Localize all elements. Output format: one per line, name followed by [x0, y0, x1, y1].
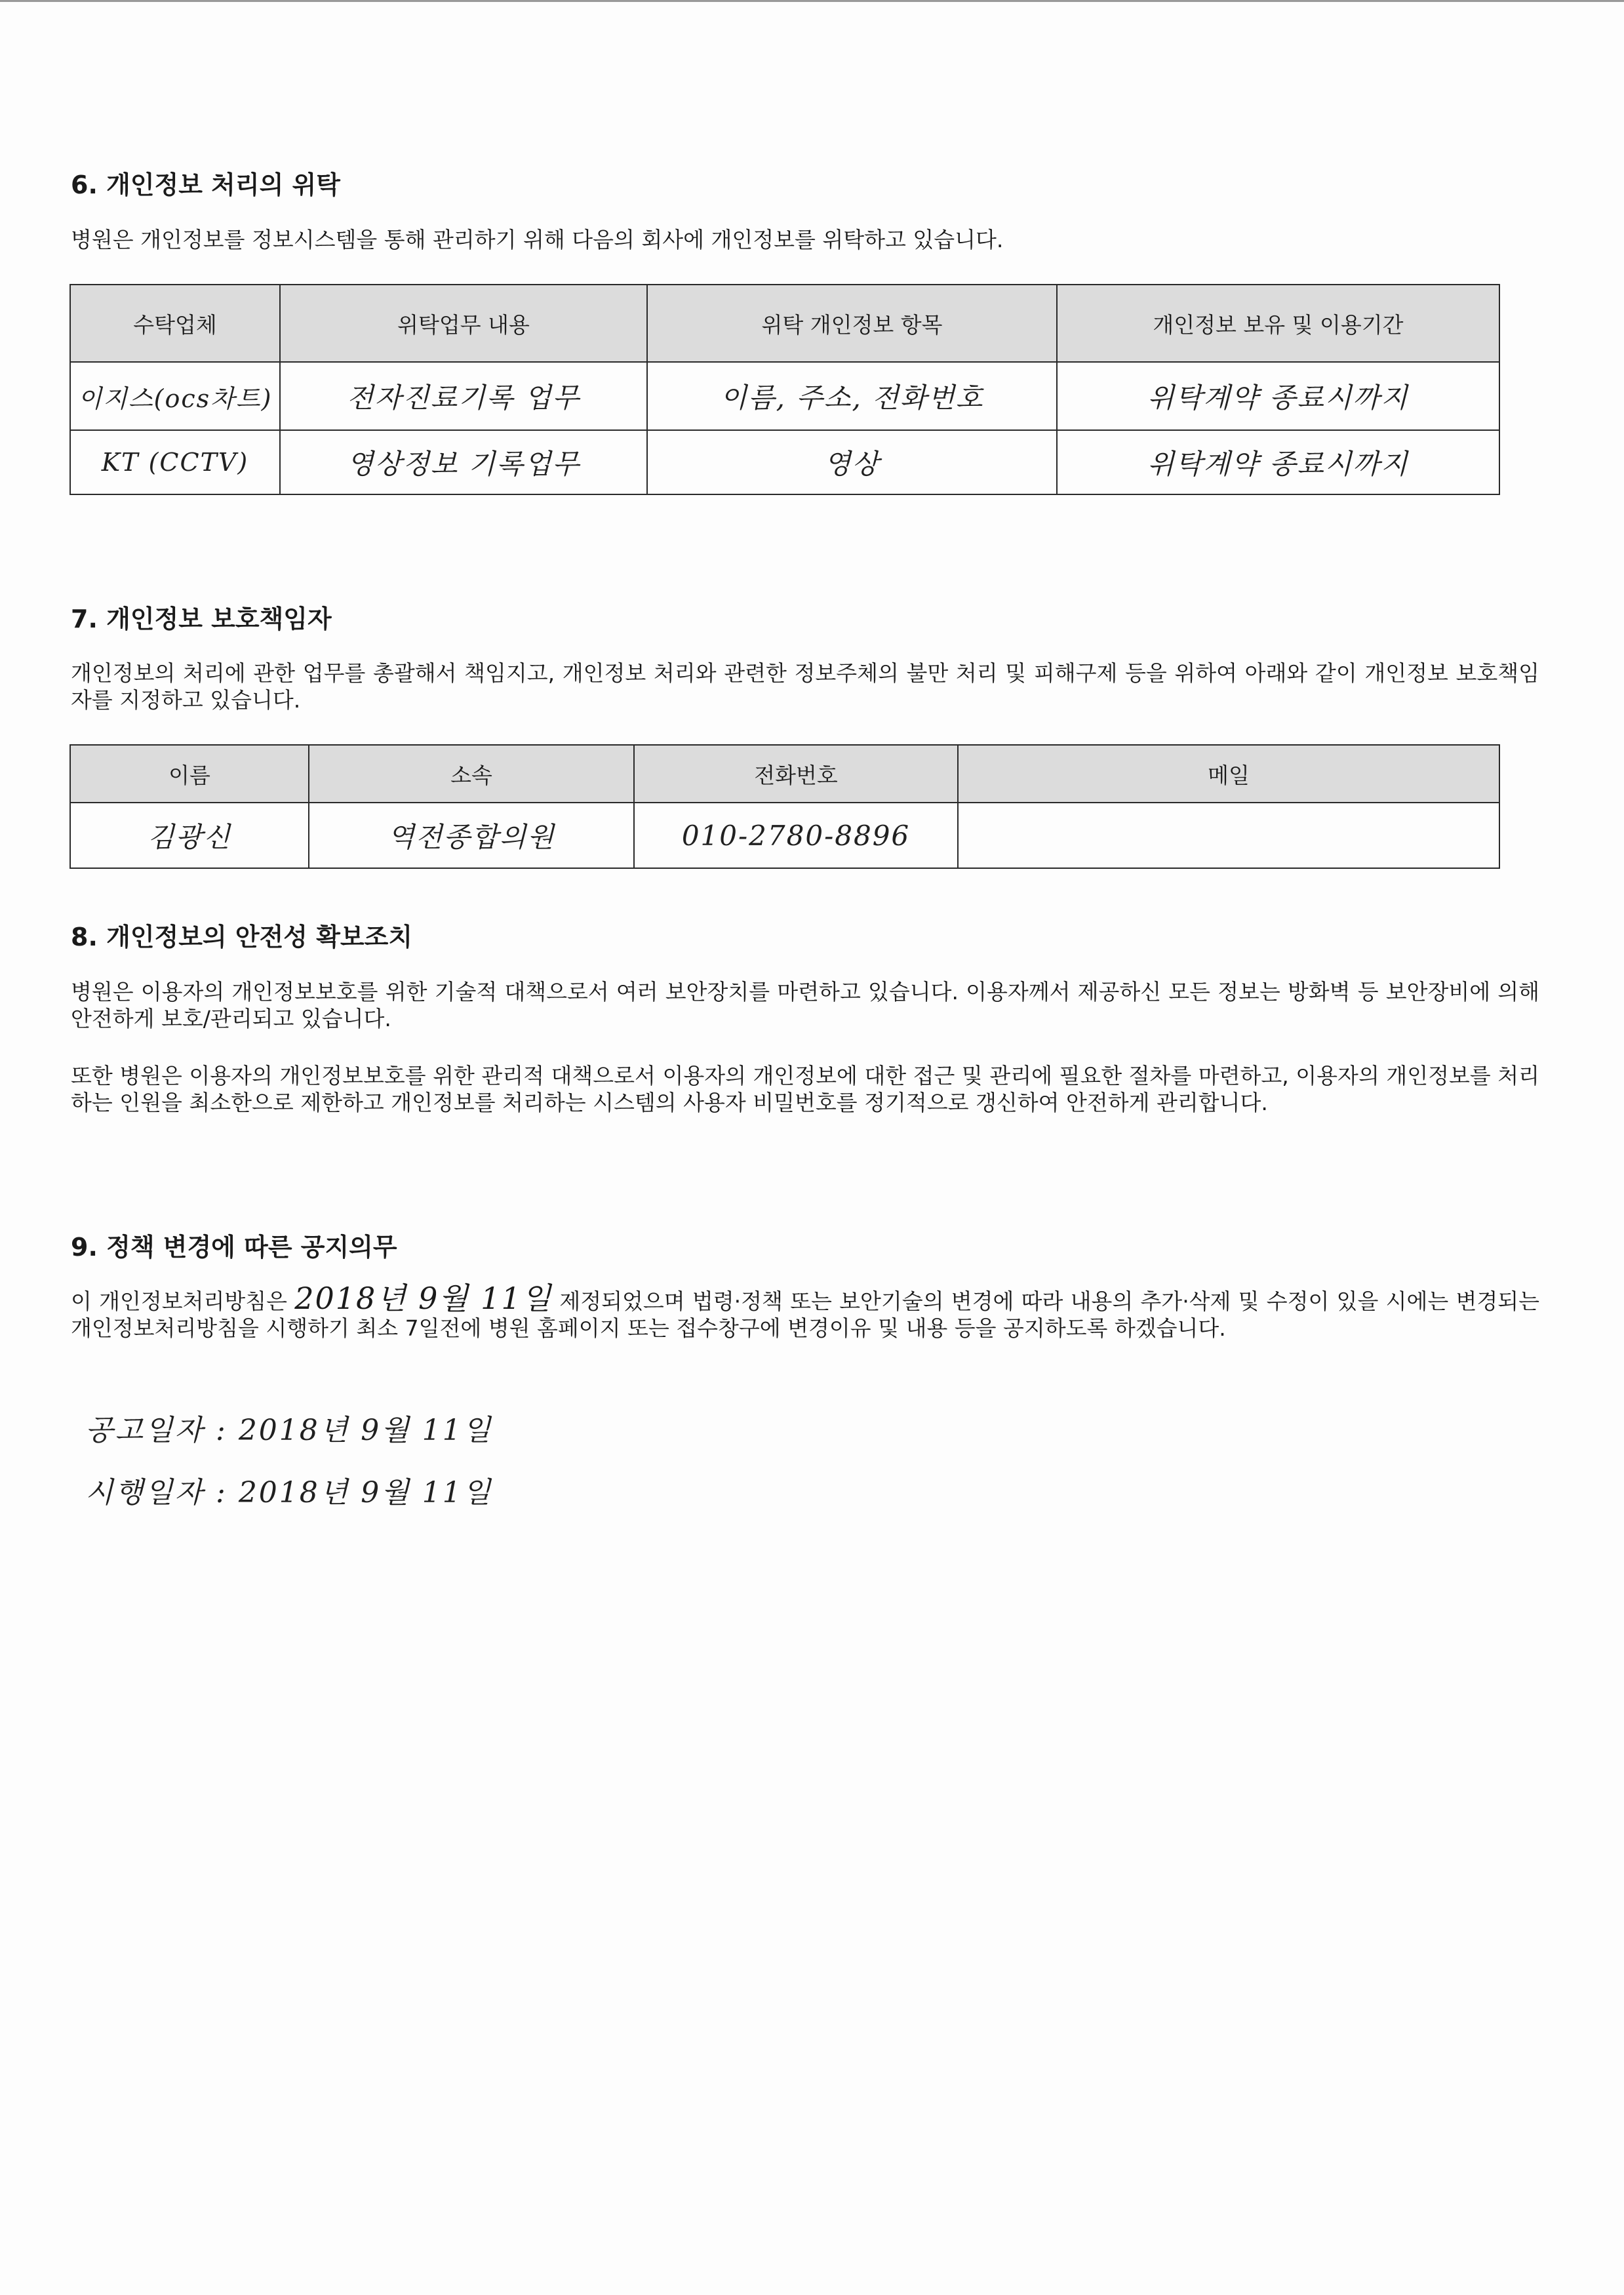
notice-date: 공고일자 : 2018년 9월 11일 [85, 1414, 493, 1447]
consignment-table-header [70, 285, 1499, 362]
consignment-table [69, 284, 1500, 495]
page-top-border [0, 0, 1624, 2]
header-phone: 전화번호 [634, 745, 958, 803]
officer-affiliation: 역전종합의원 [309, 803, 634, 868]
section-8-heading: 8. 개인정보의 안전성 확보조치 [71, 923, 413, 951]
row2-task: 영상정보 기록업무 [280, 430, 647, 494]
table-row [70, 362, 1499, 430]
row2-contractor: KT (CCTV) [70, 430, 280, 494]
header-period: 개인정보 보유 및 이용기간 [1057, 285, 1499, 362]
policy-text-prefix: 이 개인정보처리방침은 [71, 1288, 295, 1314]
header-task: 위탁업무 내용 [280, 285, 647, 362]
header-items: 위탁 개인정보 항목 [647, 285, 1057, 362]
row1-items: 이름, 주소, 전화번호 [647, 362, 1057, 430]
policy-text-rest: 제정되었으며 법령·정책 또는 보안기술의 변경에 따라 내용의 추가·삭제 및 수정이 있을 시에는 변경되는 개인정보처리방침을 시행하기 최소 7일전에 병원 홈페이지 또는 접수창구에 변경이유 및 내용 등을 공지하도록 하겠습니다. [71, 1288, 1539, 1341]
row2-period: 위탁계약 종료시까지 [1057, 430, 1499, 494]
policy-enactment-date: 2018년 9월 11일 [294, 1281, 553, 1316]
officer-email [958, 803, 1499, 868]
row1-contractor: 이지스(ocs차트) [70, 362, 280, 430]
effective-date: 시행일자 : 2018년 9월 11일 [85, 1476, 493, 1509]
header-contractor: 수탁업체 [70, 285, 280, 362]
privacy-officer-table [69, 744, 1500, 869]
table-row [70, 803, 1499, 868]
section-7-intro: 개인정보의 처리에 관한 업무를 총괄해서 책임지고, 개인정보 처리와 관련한 정보주체의 불만 처리 및 피해구제 등을 위하여 아래와 같이 개인정보 보호책임자를 지정하고 있습니다. [71, 660, 1539, 713]
section-6-heading: 6. 개인정보 처리의 위탁 [71, 170, 340, 199]
header-email: 메일 [958, 745, 1499, 803]
section-9-paragraph [71, 1281, 1539, 1342]
table-row [70, 430, 1499, 494]
officer-table-header [70, 745, 1499, 803]
section-7-heading: 7. 개인정보 보호책임자 [71, 605, 332, 633]
officer-name: 김광신 [70, 803, 309, 868]
section-8-paragraph-1: 병원은 이용자의 개인정보보호를 위한 기술적 대책으로서 여러 보안장치를 마련하고 있습니다. 이용자께서 제공하신 모든 정보는 방화벽 등 보안장비에 의해 안전하게 보호/관리되고 있습니다. [71, 979, 1539, 1031]
row1-task: 전자진료기록 업무 [280, 362, 647, 430]
header-name: 이름 [70, 745, 309, 803]
section-8-paragraph-2: 또한 병원은 이용자의 개인정보보호를 위한 관리적 대책으로서 이용자의 개인정보에 대한 접근 및 관리에 필요한 절차를 마련하고, 이용자의 개인정보를 처리하는 인원을 최소한으로 제한하고 개인정보를 처리하는 시스템의 사용자 비밀번호를 정기적으로 갱신하여 안전하게 관리합니다. [71, 1063, 1539, 1115]
row2-items: 영상 [647, 430, 1057, 494]
row1-period: 위탁계약 종료시까지 [1057, 362, 1499, 430]
header-affiliation: 소속 [309, 745, 634, 803]
section-9-heading: 9. 정책 변경에 따른 공지의무 [71, 1233, 397, 1262]
section-6-intro: 병원은 개인정보를 정보시스템을 통해 관리하기 위해 다음의 회사에 개인정보를 위탁하고 있습니다. [71, 227, 1004, 252]
officer-phone: 010-2780-8896 [634, 803, 958, 868]
